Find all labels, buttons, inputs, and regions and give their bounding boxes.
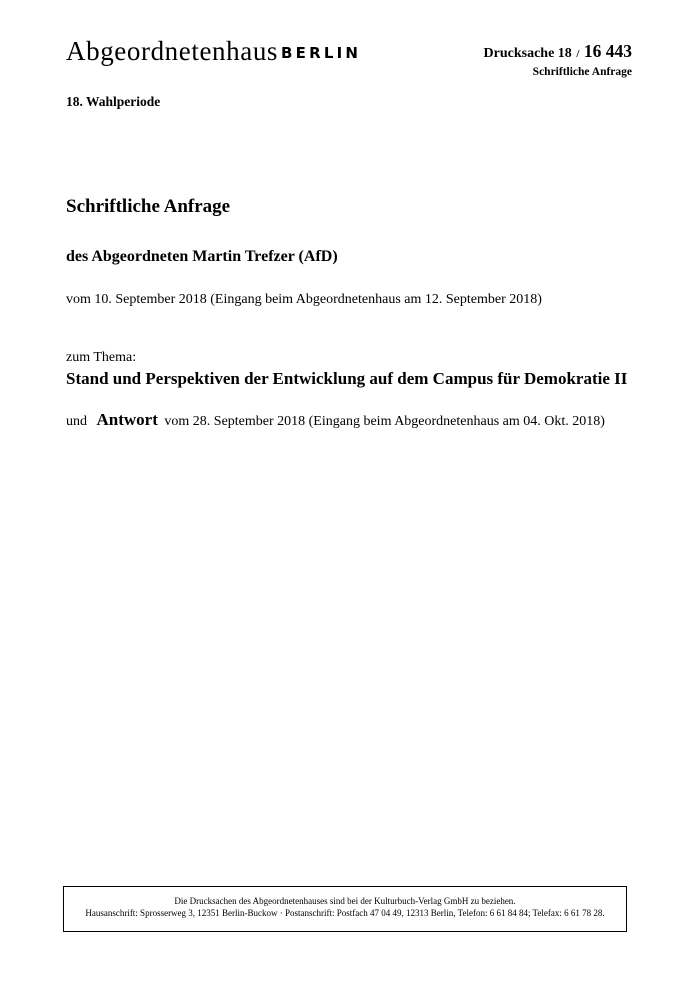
drucksache-block: [484, 41, 632, 78]
document-title: Schriftliche Anfrage: [66, 196, 231, 217]
drucksache-prefix: Drucksache 18: [483, 46, 572, 61]
footer-box: [63, 886, 627, 932]
answer-line: [66, 410, 605, 430]
answer-date: vom 28. September 2018 (Eingang beim Abgeordnetenhaus am 04. Okt. 2018): [164, 414, 605, 429]
author-line: des Abgeordneten Martin Trefzer (AfD): [66, 248, 338, 265]
logo-city-text: BERLIN: [281, 44, 362, 62]
drucksache-number: 16 443: [583, 41, 632, 61]
drucksache-separator: /: [576, 48, 580, 60]
wahlperiode: 18. Wahlperiode: [66, 94, 161, 109]
topic-label: zum Thema:: [66, 350, 137, 365]
submission-date-line: vom 10. September 2018 (Eingang beim Abgeordnetenhaus am 12. September 2018): [66, 292, 542, 307]
answer-prefix: und: [66, 414, 87, 429]
answer-keyword: Antwort: [96, 410, 158, 429]
topic-title: Stand und Perspektiven der Entwicklung auf dem Campus für Demokratie II: [66, 369, 628, 388]
parliament-logo: [66, 36, 361, 67]
drucksache-number-line: [484, 41, 632, 62]
footer-line-1: Die Drucksachen des Abgeordnetenhauses sind bei der Kulturbuch-Verlag GmbH zu beziehen.: [174, 896, 516, 906]
footer-line-2: Hausanschrift: Sprosserweg 3, 12351 Berlin-Buckow · Postanschrift: Postfach 47 04 49, 12313 Berlin, Telefon: 6 61 84 84; Telefax: 6 61 78 28.: [85, 908, 605, 918]
document-type: Schriftliche Anfrage: [532, 66, 632, 78]
logo-main-text: Abgeordnetenhaus: [66, 36, 279, 66]
